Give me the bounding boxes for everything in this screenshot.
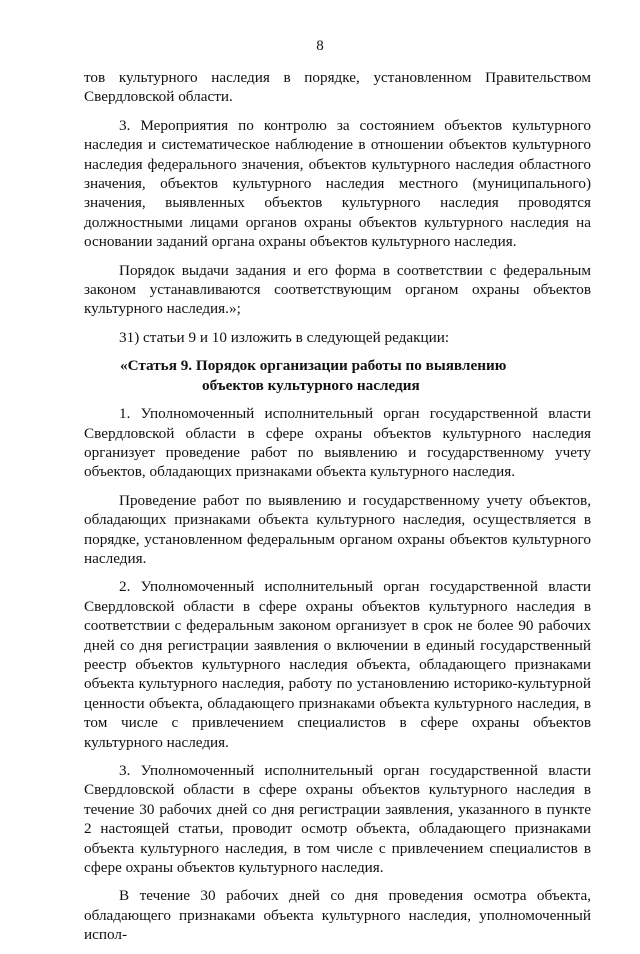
article-paragraph-1-cont: Проведение работ по выявлению и государственному учету объектов, обладающих признаками объекта культурного наследия, осуществляется в порядке, установленном федеральным органом охраны объектов культурного наследия.	[84, 491, 591, 567]
paragraph-amendment-31: 31) статьи 9 и 10 изложить в следующей редакции:	[119, 328, 450, 346]
article-9-heading	[84, 356, 591, 395]
article-heading-line-1: «Статья 9. Порядок организации работы по выявлению	[120, 357, 507, 375]
paragraph-continuation: тов культурного наследия в порядке, установленном Правительством Свердловской области.	[84, 69, 591, 106]
paragraph-task-procedure: Порядок выдачи задания и его форма в соответствии с федеральным законом устанавливаются соответствующим органом охраны объектов культурного наследия.»;	[84, 261, 591, 318]
article-paragraph-3: 3. Уполномоченный исполнительный орган государственной власти Свердловской области в сфере охраны объектов культурного наследия в течение 30 рабочих дней со дня регистрации заявления, указанного в пункте 2 настоящей статьи, проводит осмотр объекта, обладающего признаками объекта культурного наследия, в том числе с привлечением специалистов в сфере охраны объектов культурного наследия.	[84, 762, 591, 877]
article-paragraph-3-cont: В течение 30 рабочих дней со дня проведения осмотра объекта, обладающего признаками объекта культурного наследия, уполномоченный испол-	[84, 887, 591, 944]
page-number: 8	[316, 38, 324, 54]
article-heading-line-2: объектов культурного наследия	[202, 376, 420, 394]
paragraph-item-3: 3. Мероприятия по контролю за состоянием объектов культурного наследия и систематическое наблюдение в отношении объектов культурного наследия федерального значения, объектов культурного наследия областного значения, объектов культурного наследия местного (муниципального) значения, выявленных объектов культурного наследия проводятся должностными лицами органов охраны объектов культурного наследия на основании заданий органа охраны объектов культурного наследия.	[84, 116, 591, 251]
article-paragraph-2: 2. Уполномоченный исполнительный орган государственной власти Свердловской области в сфере охраны объектов культурного наследия в соответствии с федеральным законом организует в срок не более 90 рабочих дней со дня регистрации заявления о включении в единый государственный реестр объектов культурного наследия объекта, обладающего признаками объекта культурного наследия, работу по установлению историко-культурной ценности объекта, обладающего признаками объекта культурного наследия, в том числе с привлечением специалистов в сфере охраны объектов культурного наследия.	[84, 578, 591, 751]
document-body	[84, 68, 591, 954]
article-paragraph-1: 1. Уполномоченный исполнительный орган государственной власти Свердловской области в сфере охраны объектов культурного наследия организует проведение работ по выявлению и государственному учету объектов, обладающих признаками объекта культурного наследия.	[84, 405, 591, 481]
